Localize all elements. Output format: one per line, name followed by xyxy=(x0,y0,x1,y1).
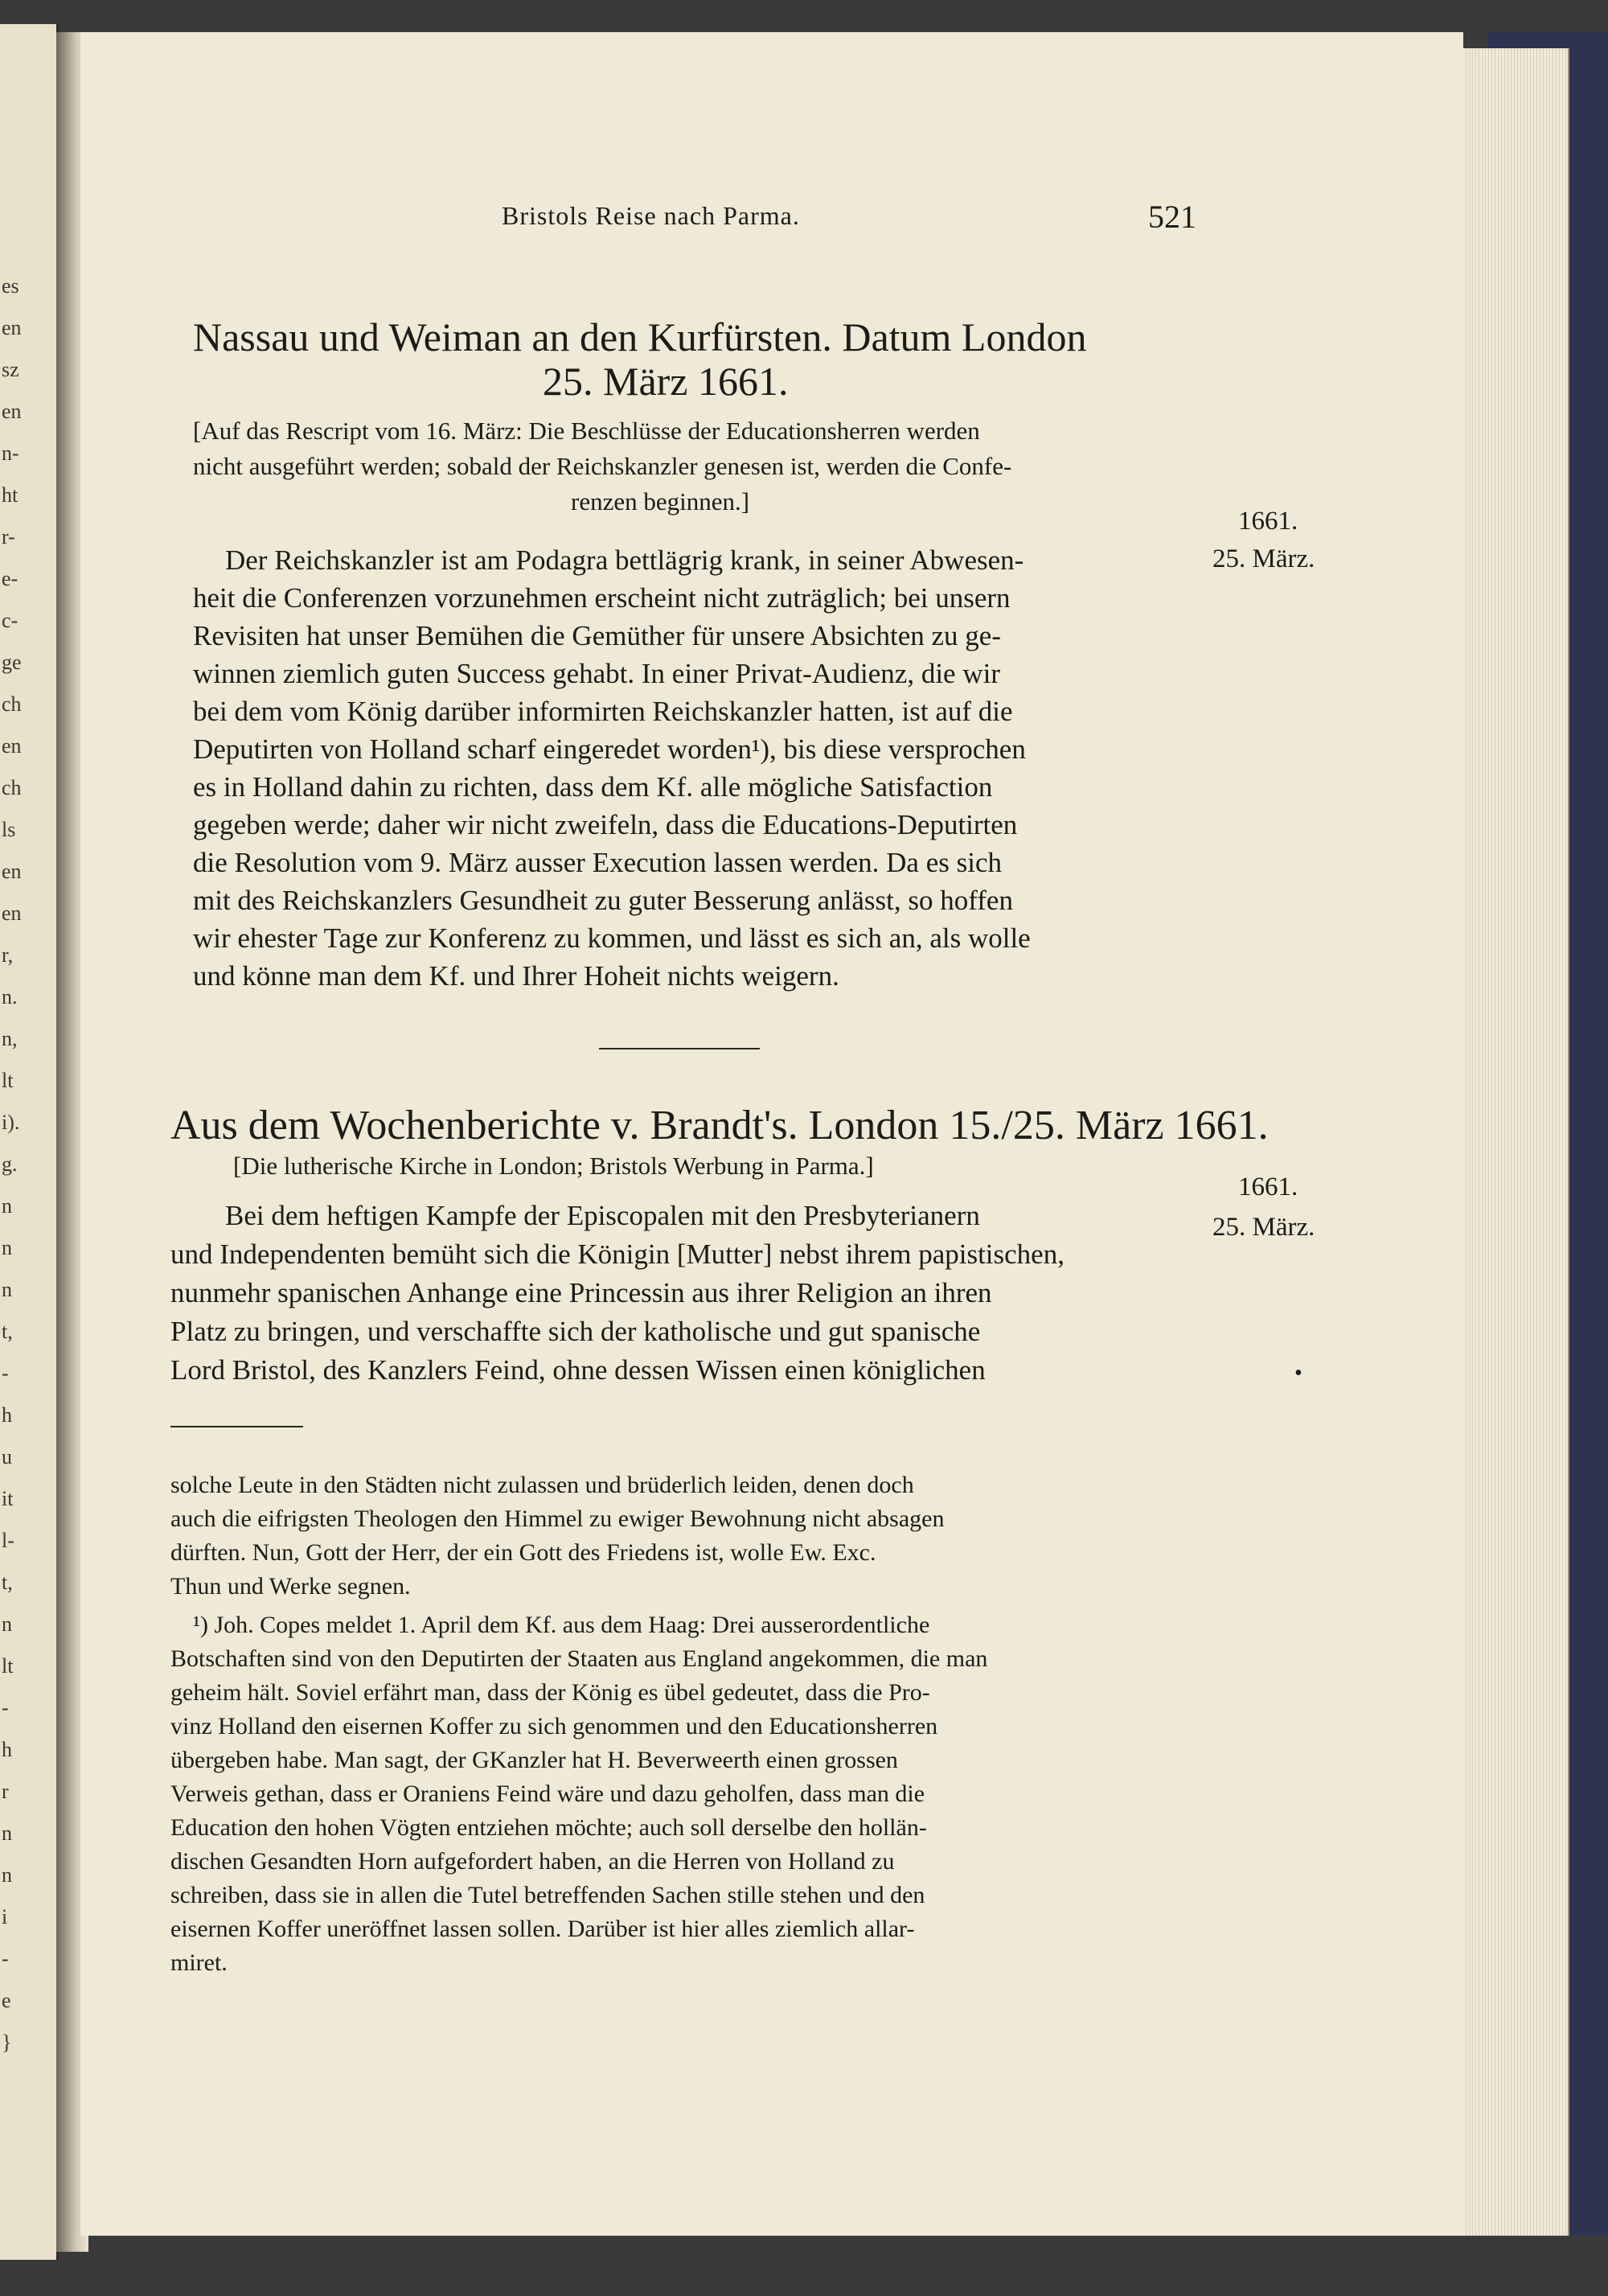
fragment: t, xyxy=(2,1320,13,1343)
fragment: - xyxy=(2,1362,9,1385)
fragment: n xyxy=(2,1278,12,1301)
fragment: e xyxy=(2,1989,11,2012)
facing-page-edge xyxy=(0,24,59,2260)
section1-body-line: wir ehester Tage zur Konferenz zu kommen, und lässt es sich an, als wolle xyxy=(193,922,1031,954)
fragment: r, xyxy=(2,943,14,967)
section1-body-line: Revisiten hat unser Bemühen die Gemüther für unsere Absichten zu ge- xyxy=(193,620,1001,651)
fragment: en xyxy=(2,902,22,925)
fragment: i xyxy=(2,1905,8,1928)
running-head: Bristols Reise nach Parma. xyxy=(502,201,800,230)
section1-summary-line1: [Auf das Rescript vom 16. März: Die Beschlüsse der Educationsherren werden xyxy=(193,417,980,445)
footnote-1-line: ¹) Joh. Copes meldet 1. April dem Kf. aus dem Haag: Drei ausserordentliche xyxy=(193,1612,930,1638)
footnote-1-line: dischen Gesandten Horn aufgefordert haben, an die Herren von Holland zu xyxy=(170,1848,895,1875)
section1-body-line: bei dem vom König darüber informirten Reichskanzler hatten, ist auf die xyxy=(193,696,1013,727)
footnote-1-line: geheim hält. Soviel erfährt man, dass der König es übel gedeutet, dass die Pro- xyxy=(170,1679,930,1706)
section2-summary: [Die lutherische Kirche in London; Bristols Werbung in Parma.] xyxy=(233,1152,874,1180)
fragment: h xyxy=(2,1403,12,1427)
section-separator-rule xyxy=(599,1048,760,1049)
fragment: n xyxy=(2,1822,12,1845)
fragment: ge xyxy=(2,651,22,674)
fragment: n xyxy=(2,1236,12,1259)
section1-body-line: und könne man dem Kf. und Ihrer Hoheit nichts weigern. xyxy=(193,960,839,992)
fragment: n- xyxy=(2,442,19,465)
fragment: sz xyxy=(2,358,19,381)
fragment: u xyxy=(2,1445,12,1468)
fragment: it xyxy=(2,1487,14,1510)
fragment: n xyxy=(2,1863,12,1887)
fragment: - xyxy=(2,1696,9,1719)
fragment: ls xyxy=(2,818,16,841)
section1-body-line: Der Reichskanzler ist am Podagra bettlägrig krank, in seiner Abwesen- xyxy=(225,544,1024,576)
fragment: es xyxy=(2,274,19,298)
fragment: c- xyxy=(2,609,18,632)
footnote-continuation-line: dürften. Nun, Gott der Herr, der ein Gott des Friedens ist, wolle Ew. Exc. xyxy=(170,1539,876,1566)
section1-heading-line1: Nassau und Weiman an den Kurfürsten. Datum London xyxy=(193,314,1087,359)
footnote-continuation-line: solche Leute in den Städten nicht zulassen und brüderlich leiden, denen doch xyxy=(170,1472,914,1498)
fragment: i). xyxy=(2,1111,20,1134)
footnote-separator-rule xyxy=(170,1426,303,1427)
footnote-1-line: schreiben, dass sie in allen die Tutel betreffenden Sachen stille stehen und den xyxy=(170,1882,925,1908)
section1-body-line: winnen ziemlich guten Success gehabt. In einer Privat-Audienz, die wir xyxy=(193,658,1000,689)
section1-summary-line2: nicht ausgeführt werden; sobald der Reichskanzler genesen ist, werden die Confe- xyxy=(193,452,1012,480)
fragment: en xyxy=(2,316,22,339)
book-page xyxy=(80,32,1463,2236)
footnote-1-line: übergeben habe. Man sagt, der GKanzler hat H. Beverweerth einen grossen xyxy=(170,1747,898,1773)
section1-body-line: es in Holland dahin zu richten, dass dem Kf. alle mögliche Satisfaction xyxy=(193,771,993,803)
section1-margin-year: 1661. xyxy=(1238,507,1298,536)
footnote-1-line: vinz Holland den eisernen Koffer zu sich genommen und den Educationsherren xyxy=(170,1713,938,1739)
section1-summary-line3: renzen beginnen.] xyxy=(571,487,750,515)
section2-margin-year: 1661. xyxy=(1238,1173,1298,1201)
fragment: ch xyxy=(2,776,22,799)
fragment: } xyxy=(2,2031,12,2054)
fragment: en xyxy=(2,400,22,423)
footnote-1-line: miret. xyxy=(170,1949,228,1976)
fragment: t, xyxy=(2,1571,13,1594)
fragment: lt xyxy=(2,1654,14,1678)
fragment: - xyxy=(2,1947,9,1970)
fragment: r- xyxy=(2,525,15,548)
facing-page-text-fragments xyxy=(2,265,22,2064)
footnote-continuation-line: Thun und Werke segnen. xyxy=(170,1573,411,1600)
footnote-1-line: Education den hohen Vögten entziehen möchte; auch soll derselbe den hollän- xyxy=(170,1814,927,1841)
section1-margin-date: 25. März. xyxy=(1212,544,1315,573)
section1-heading-line2: 25. März 1661. xyxy=(543,359,789,404)
section2-margin-date: 25. März. xyxy=(1212,1213,1315,1242)
margin-mark: • xyxy=(1294,1361,1302,1386)
section2-body-line: Bei dem heftigen Kampfe der Episcopalen mit den Presbyterianern xyxy=(225,1200,980,1231)
section1-body-line: heit die Conferenzen vorzunehmen erscheint nicht zuträglich; bei unsern xyxy=(193,582,1011,614)
fragment: n xyxy=(2,1194,12,1218)
footnote-continuation-line: auch die eifrigsten Theologen den Himmel zu ewiger Bewohnung nicht absagen xyxy=(170,1505,945,1532)
section1-body-line: mit des Reichskanzlers Gesundheit zu guter Besserung anlässt, so hoffen xyxy=(193,885,1013,916)
fragment: e- xyxy=(2,567,18,590)
section1-body-line: Deputirten von Holland scharf eingeredet worden¹), bis diese versprochen xyxy=(193,733,1026,765)
fragment: h xyxy=(2,1738,12,1761)
section2-body-line: Lord Bristol, des Kanzlers Feind, ohne dessen Wissen einen königlichen xyxy=(170,1354,986,1386)
fragment: r xyxy=(2,1780,9,1803)
fragment: ch xyxy=(2,692,22,716)
fragment: en xyxy=(2,734,22,758)
footnote-1-line: eisernen Koffer uneröffnet lassen sollen. Darüber ist hier alles ziemlich allar- xyxy=(170,1916,915,1942)
fragment: n, xyxy=(2,1027,18,1050)
fragment: ht xyxy=(2,483,18,507)
section1-body-line: gegeben werde; daher wir nicht zweifeln, dass die Educations-Deputirten xyxy=(193,809,1018,840)
footnote-1-line: Botschaften sind von den Deputirten der Staaten aus England angekommen, die man xyxy=(170,1645,988,1672)
fragment: n xyxy=(2,1612,12,1636)
section2-body-line: Platz zu bringen, und verschaffte sich der katholische und gut spanische xyxy=(170,1316,981,1347)
page-number: 521 xyxy=(1148,199,1196,235)
fragment: l- xyxy=(2,1529,14,1552)
fragment: lt xyxy=(2,1069,14,1092)
fragment: g. xyxy=(2,1152,18,1176)
section2-heading: Aus dem Wochenberichte v. Brandt's. London 15./25. März 1661. xyxy=(170,1103,1269,1148)
section2-body-line: und Independenten bemüht sich die Königin [Mutter] nebst ihrem papistischen, xyxy=(170,1238,1064,1270)
footnote-1-line: Verweis gethan, dass er Oraniens Feind wäre und dazu geholfen, dass man die xyxy=(170,1781,925,1807)
fragment: en xyxy=(2,860,22,883)
section2-body-line: nunmehr spanischen Anhange eine Princessin aus ihrer Religion an ihren xyxy=(170,1277,992,1308)
section1-body-line: die Resolution vom 9. März ausser Execution lassen werden. Da es sich xyxy=(193,847,1002,878)
fragment: n. xyxy=(2,985,18,1008)
